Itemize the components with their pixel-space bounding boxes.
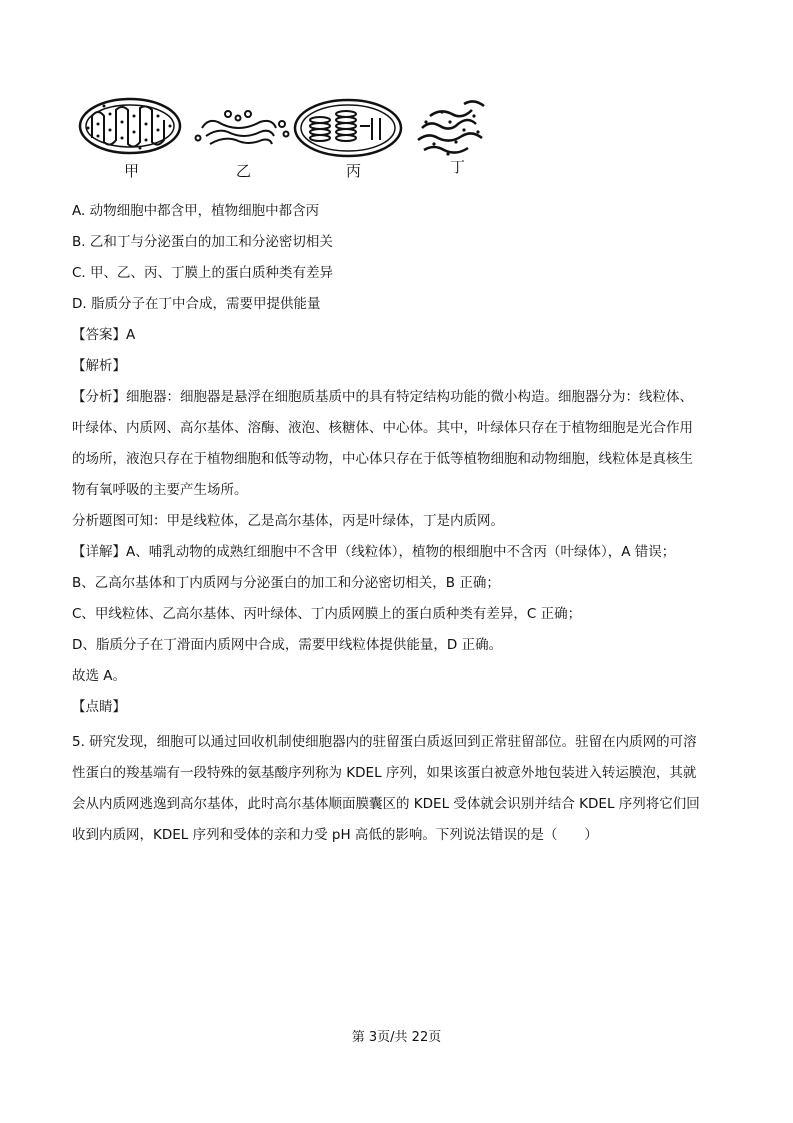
- analysis-heading: 【解析】: [72, 358, 126, 374]
- figure-label-yi: 乙: [236, 162, 252, 180]
- option-c: C. 甲、乙、丙、丁膜上的蛋白质种类有差异: [72, 265, 334, 281]
- question5-line: 收到内质网，KDEL 序列和受体的亲和力受 pH 高低的影响。下列说法错误的是（ ）: [72, 827, 598, 843]
- option-d: D. 脂质分子在丁中合成，需要甲提供能量: [72, 296, 321, 312]
- comment-heading: 【点睛】: [72, 699, 126, 715]
- figure-label-jia: 甲: [124, 162, 140, 180]
- analysis-line: 分析题图可知：甲是线粒体，乙是高尔基体，丙是叶绿体，丁是内质网。: [72, 513, 504, 529]
- analysis-line: 【分析】细胞器：细胞器是悬浮在细胞质基质中的具有特定结构功能的微小构造。细胞器分为：线粒体、: [72, 389, 693, 405]
- option-b: B. 乙和丁与分泌蛋白的加工和分泌密切相关: [72, 234, 333, 250]
- er-drawing: [418, 101, 484, 155]
- page-footer: 第 3页/共 22页: [351, 1030, 442, 1045]
- golgi-drawing: [196, 111, 289, 144]
- organelle-drawings: [78, 94, 498, 184]
- mitochondrion-drawing: [80, 99, 180, 153]
- question5-line: 5. 研究发现，细胞可以通过回收机制使细胞器内的驻留蛋白质返回到正常驻留部位。驻留在内质网的可溶: [72, 734, 697, 750]
- detail-line: B、乙高尔基体和丁内质网与分泌蛋白的加工和分泌密切相关，B 正确；: [72, 575, 500, 591]
- analysis-line: 的场所，液泡只存在于植物细胞和低等动物，中心体只存在于低等植物细胞和动物细胞，线粒体是真核生: [72, 451, 693, 467]
- detail-line: D、脂质分子在丁滑面内质网中合成，需要甲线粒体提供能量，D 正确。: [72, 637, 503, 653]
- analysis-line: 叶绿体、内质网、高尔基体、溶酶、液泡、核糖体、中心体。其中，叶绿体只存在于植物细胞是光合作用: [72, 420, 693, 436]
- detail-line: C、甲线粒体、乙高尔基体、丙叶绿体、丁内质网膜上的蛋白质种类有差异，C 正确；: [72, 606, 582, 622]
- answer: 【答案】A: [72, 327, 136, 343]
- figure-label-ding: 丁: [450, 158, 466, 176]
- chloroplast-drawing: [295, 100, 401, 156]
- figure-label-bing: 丙: [346, 162, 362, 180]
- analysis-line: 物有氧呼吸的主要产生场所。: [72, 482, 248, 498]
- organelle-figure: [78, 94, 498, 184]
- detail-line: 故选 A。: [72, 668, 127, 684]
- question5-line: 会从内质网逃逸到高尔基体，此时高尔基体顺面膜囊区的 KDEL 受体就会识别并结合 KDEL 序列将它们回: [72, 796, 700, 812]
- detail-line: 【详解】A、哺乳动物的成熟红细胞中不含甲（线粒体），植物的根细胞中不含丙（叶绿体），A 错误；: [72, 544, 676, 560]
- option-a: A. 动物细胞中都含甲，植物细胞中都含丙: [72, 203, 320, 219]
- question5-line: 性蛋白的羧基端有一段特殊的氨基酸序列称为 KDEL 序列，如果该蛋白被意外地包装进入转运膜泡，其就: [72, 765, 697, 781]
